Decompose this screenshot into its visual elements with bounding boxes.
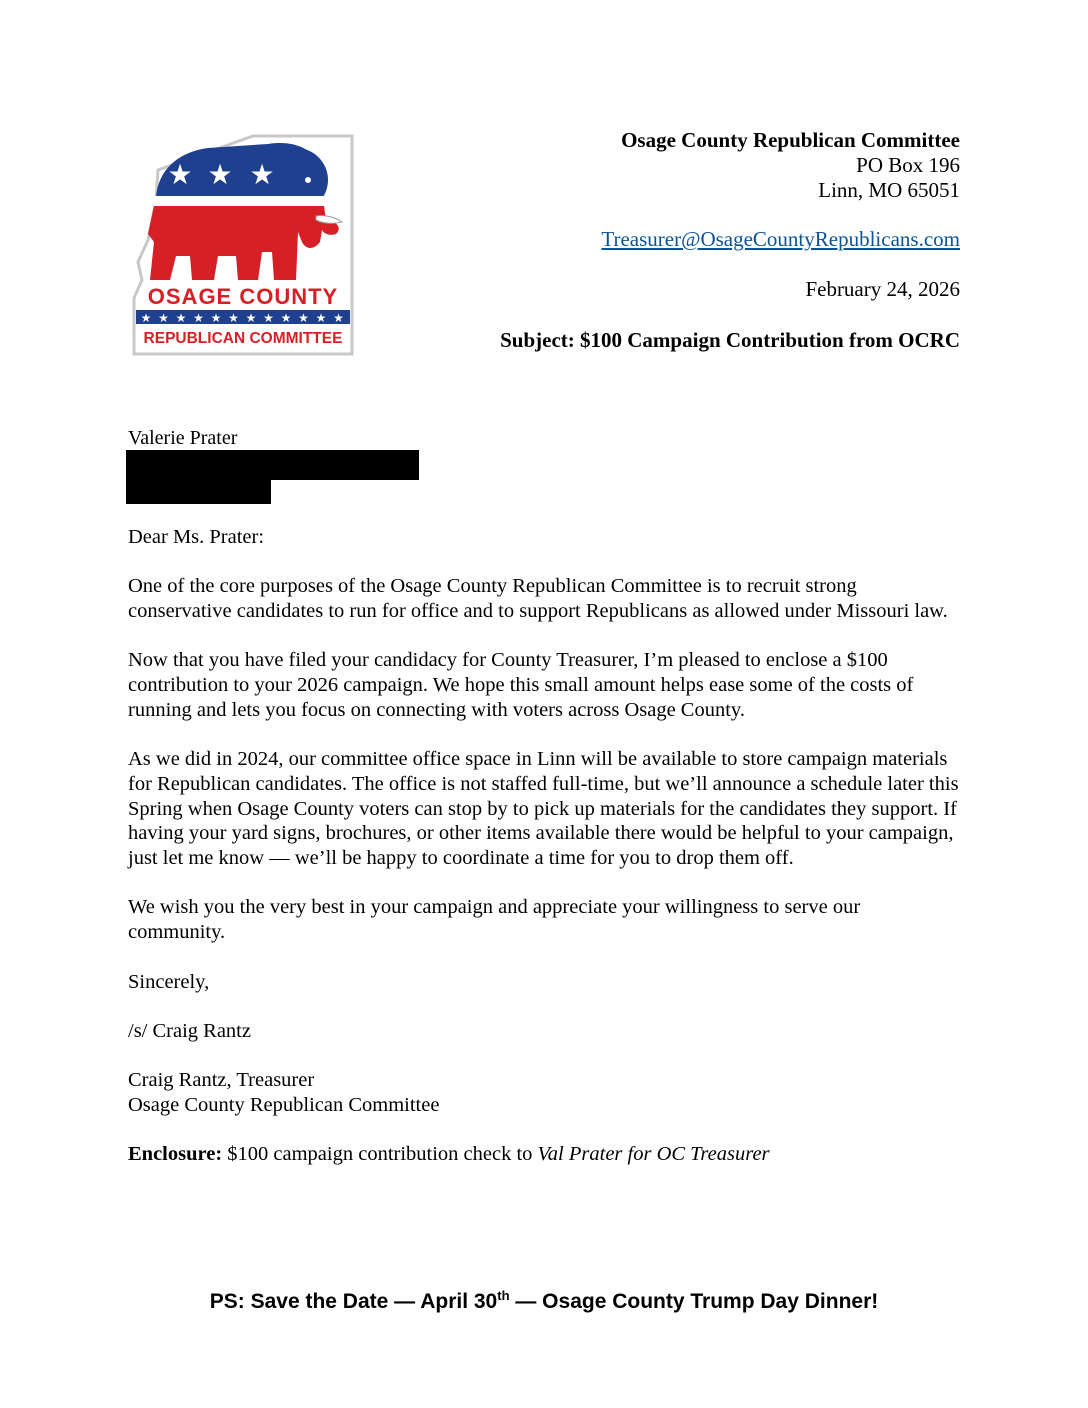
logo-line1: OSAGE COUNTY xyxy=(147,284,339,309)
logo-star: ★ xyxy=(207,158,233,191)
redacted-address-line1 xyxy=(126,450,419,480)
subject-line: Subject: $100 Campaign Contribution from OCRC xyxy=(500,328,960,352)
elephant-logo xyxy=(128,130,358,356)
ps-after: — Osage County Trump Day Dinner! xyxy=(509,1290,879,1313)
address-line2: Linn, MO 65051 xyxy=(818,178,960,202)
ps-before: PS: Save the Date — April 30 xyxy=(209,1290,498,1313)
elephant-white-stripe xyxy=(154,196,324,206)
logo-band-star: ★ xyxy=(298,311,309,325)
closing: Sincerely, xyxy=(128,970,210,993)
enclosure-label: Enclosure: xyxy=(128,1143,223,1166)
logo-band-star: ★ xyxy=(175,311,187,325)
enclosure xyxy=(128,1142,960,1167)
address-line1: PO Box 196 xyxy=(856,153,960,177)
org-name: Osage County Republican Committee xyxy=(621,128,960,152)
logo-star: ★ xyxy=(167,158,193,191)
logo-band-star: ★ xyxy=(263,311,274,325)
logo-line2: REPUBLICAN COMMITTEE xyxy=(143,330,343,347)
signer-org: Osage County Republican Committee xyxy=(128,1094,440,1117)
letter-date: February 24, 2026 xyxy=(805,277,960,301)
logo-band-star: ★ xyxy=(280,311,292,325)
recipient-name: Valerie Prater xyxy=(128,427,238,449)
salutation: Dear Ms. Prater: xyxy=(128,526,265,548)
signature: /s/ Craig Rantz xyxy=(128,1019,251,1042)
signer-block xyxy=(128,1068,960,1117)
logo-band-star: ★ xyxy=(333,311,344,325)
logo-band-star: ★ xyxy=(245,311,257,325)
ps-sup: th xyxy=(497,1288,510,1303)
logo-star: ★ xyxy=(249,158,275,191)
logo-band-star: ★ xyxy=(210,311,222,325)
logo-band-star: ★ xyxy=(315,311,327,325)
ps-note xyxy=(0,1290,1088,1314)
elephant-eye xyxy=(305,177,311,183)
paragraph: Now that you have filed your candidacy for County Treasurer, I’m pleased to enclose a $100 contribution to your 2026 campaign. We hope this small amount helps ease some of the costs of running and lets you focus on connecting with voters across Osage County. xyxy=(128,649,914,721)
logo-band-star: ★ xyxy=(193,311,204,325)
email-link[interactable]: Treasurer@OsageCountyRepublicans.com xyxy=(601,227,960,251)
redacted-address-line2 xyxy=(126,478,271,504)
logo-band-star: ★ xyxy=(140,311,152,325)
logo-band-star: ★ xyxy=(228,311,239,325)
paragraph: One of the core purposes of the Osage County Republican Committee is to recruit strong conservative candidates to run for office and to support Republicans as allowed under Missouri law. xyxy=(128,575,948,623)
enclosure-text: $100 campaign contribution check to xyxy=(222,1143,538,1166)
letter-body xyxy=(128,525,960,1192)
logo-band-star: ★ xyxy=(158,311,169,325)
paragraph: As we did in 2024, our committee office space in Linn will be available to store campaign materials for Republican candidates. The office is not staffed full-time, but we’ll announce a schedule later this Spring when Osage County voters can stop by to pick up materials for the candidates they support. If having your yard signs, brochures, or other items available there would be helpful to your campaign, just let me know — we’ll be happy to coordinate a time for you to drop them off. xyxy=(128,748,959,870)
enclosure-payee: Val Prater for OC Treasurer xyxy=(537,1143,770,1166)
paragraph: We wish you the very best in your campaign and appreciate your willingness to serve our community. xyxy=(128,896,861,944)
signer-name-title: Craig Rantz, Treasurer xyxy=(128,1069,315,1092)
